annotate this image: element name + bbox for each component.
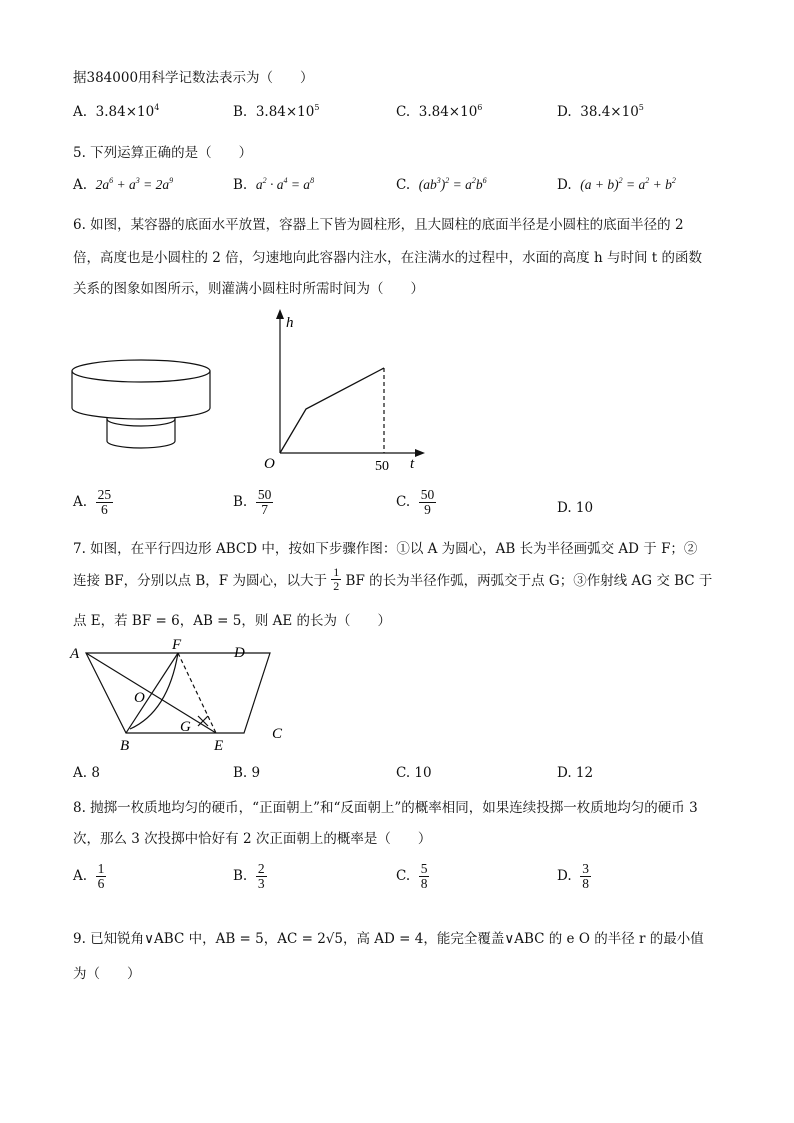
q6-stem-line2: 倍，高度也是小圆柱的 2 倍，匀速地向此容器内注水，在注满水的过程中，水面的高度 h 与时间 t 的函数 bbox=[73, 250, 702, 266]
q6-option-a bbox=[73, 488, 113, 517]
one-half-fraction bbox=[331, 566, 341, 592]
option-fraction bbox=[419, 862, 430, 891]
q4-option-a bbox=[73, 104, 159, 120]
denominator: 9 bbox=[424, 502, 431, 518]
label-o: O bbox=[134, 690, 145, 706]
q5-option-b bbox=[233, 177, 314, 193]
option-label: C. bbox=[396, 104, 411, 120]
q4-stem: 据384000用科学记数法表示为（ ） bbox=[73, 70, 314, 86]
numerator: 5 bbox=[420, 861, 428, 876]
parallelogram-figure bbox=[64, 636, 296, 756]
q4-option-c bbox=[396, 104, 482, 120]
numerator: 50 bbox=[420, 487, 435, 502]
q8-stem-line1: 8. 抛掷一枚质地均匀的硬币，“正面朝上”和“反面朝上”的概率相同，如果连续投掷一枚质地均匀的硬币 3 bbox=[73, 800, 698, 816]
x-tick-label: 50 bbox=[375, 459, 389, 474]
option-label: D. bbox=[557, 104, 572, 120]
numerator: 1 bbox=[97, 861, 105, 876]
option-fraction bbox=[419, 488, 437, 517]
option-label: D. bbox=[557, 868, 572, 885]
label-a: A bbox=[70, 646, 80, 662]
option-exponent: 4 bbox=[154, 103, 160, 112]
option-exponent: 6 bbox=[477, 103, 483, 112]
option-fraction bbox=[96, 862, 107, 891]
label-d: D bbox=[234, 645, 245, 661]
q5-option-a bbox=[73, 177, 173, 193]
q4-option-b bbox=[233, 104, 319, 120]
origin-label: O bbox=[264, 456, 275, 472]
option-fraction bbox=[96, 488, 114, 517]
denominator: 2 bbox=[333, 578, 340, 593]
option-label: D. bbox=[557, 177, 572, 193]
large-cylinder-body bbox=[72, 371, 210, 419]
label-g: G bbox=[180, 719, 191, 735]
q8-stem-line2: 次，那么 3 次投掷中恰好有 2 次正面朝上的概率是（ ） bbox=[73, 831, 432, 847]
q4-option-d bbox=[557, 104, 644, 120]
q9-stem-line1: 9. 已知锐角∨ABC 中，AB = 5，AC = 2√5，高 AD = 4，能完全覆盖∨ABC 的 e O 的半径 r 的最小值 bbox=[73, 931, 704, 947]
numerator: 1 bbox=[333, 565, 340, 579]
q7-option-d: D. 12 bbox=[557, 765, 594, 781]
q7-option-b: B. 9 bbox=[233, 765, 261, 781]
q5-option-d bbox=[557, 177, 676, 193]
denominator: 6 bbox=[97, 876, 105, 892]
option-label: C. bbox=[396, 177, 411, 193]
q8-option-a bbox=[73, 862, 106, 891]
option-value: 3.84×10 bbox=[95, 104, 155, 120]
x-axis-arrow bbox=[415, 449, 425, 457]
label-b: B bbox=[120, 738, 130, 754]
option-fraction bbox=[580, 862, 591, 891]
y-axis-label: h bbox=[286, 315, 294, 331]
option-label: A. bbox=[73, 494, 88, 511]
option-fraction bbox=[256, 488, 274, 517]
denominator: 8 bbox=[582, 876, 589, 892]
option-label: A. bbox=[73, 177, 88, 193]
option-label: A. bbox=[73, 104, 88, 120]
y-axis-arrow bbox=[276, 309, 284, 319]
large-cylinder-top bbox=[72, 360, 210, 382]
q6-option-c bbox=[396, 488, 436, 517]
option-value: 38.4×10 bbox=[580, 104, 639, 120]
numerator: 2 bbox=[257, 861, 265, 876]
q6-option-d: D. 10 bbox=[557, 500, 594, 516]
q5-stem: 5. 下列运算正确的是（ ） bbox=[73, 145, 253, 161]
option-label: B. bbox=[233, 177, 248, 193]
q7-stem-line3: 点 E，若 BF = 6，AB = 5，则 AE 的长为（ ） bbox=[73, 613, 392, 629]
option-exponent: 5 bbox=[314, 103, 320, 112]
denominator: 6 bbox=[101, 502, 108, 518]
option-formula: $(ab^3)^2 = a^2b^6$ bbox=[418, 176, 487, 192]
q8-option-d bbox=[557, 862, 591, 891]
denominator: 7 bbox=[261, 502, 268, 518]
parallelogram-abcd bbox=[86, 653, 270, 733]
numerator: 50 bbox=[257, 487, 272, 502]
q7-line2-start: 连接 BF，分别以点 B，F 为圆心，以大于 bbox=[73, 573, 327, 590]
option-value: 3.84×10 bbox=[255, 104, 315, 120]
q8-option-c bbox=[396, 862, 429, 891]
option-label: B. bbox=[233, 494, 248, 511]
q6-option-b bbox=[233, 488, 273, 517]
option-label: A. bbox=[73, 868, 88, 885]
q7-line2-end: BF 的长为半径作弧，两弧交于点 G；③作射线 AG 交 BC 于 bbox=[345, 573, 713, 590]
q7-option-c: C. 10 bbox=[396, 765, 432, 781]
graph-line bbox=[280, 368, 384, 453]
option-formula: $(a + b)^2 = a^2 + b^2$ bbox=[580, 176, 676, 192]
q6-stem-line1: 6. 如图，某容器的底面水平放置，容器上下皆为圆柱形，且大圆柱的底面半径是小圆柱的底面半径的 2 bbox=[73, 217, 684, 233]
height-time-graph bbox=[258, 305, 433, 475]
q9-stem-line2: 为（ ） bbox=[73, 966, 141, 982]
container-figure bbox=[66, 355, 218, 465]
denominator: 8 bbox=[420, 876, 428, 892]
q7-stem-line2 bbox=[73, 566, 712, 592]
q5-option-c bbox=[396, 177, 487, 193]
option-exponent: 5 bbox=[638, 103, 644, 112]
option-fraction bbox=[256, 862, 267, 891]
option-formula: $2a^6 + a^3 = 2a^9$ bbox=[95, 176, 174, 192]
option-formula: $a^2 \cdot a^4 = a^8$ bbox=[255, 176, 315, 192]
label-c: C bbox=[272, 726, 283, 742]
q6-stem-line3: 关系的图象如图所示，则灌满小圆柱时所需时间为（ ） bbox=[73, 281, 424, 297]
numerator: 3 bbox=[582, 861, 589, 876]
option-label: C. bbox=[396, 494, 411, 511]
x-axis-label: t bbox=[410, 456, 415, 472]
q8-option-b bbox=[233, 862, 267, 891]
label-f: F bbox=[172, 637, 182, 653]
small-cylinder-rim bbox=[107, 419, 175, 426]
denominator: 3 bbox=[257, 876, 265, 892]
label-e: E bbox=[214, 738, 224, 754]
q7-stem-line1: 7. 如图，在平行四边形 ABCD 中，按如下步骤作图：①以 A 为圆心，AB 长为半径画弧交 AD 于 F；② bbox=[73, 541, 698, 557]
numerator: 25 bbox=[97, 487, 112, 502]
small-cylinder-body bbox=[107, 417, 175, 448]
option-value: 3.84×10 bbox=[418, 104, 478, 120]
option-label: B. bbox=[233, 868, 248, 885]
option-label: C. bbox=[396, 868, 411, 885]
option-label: B. bbox=[233, 104, 248, 120]
q7-option-a: A. 8 bbox=[73, 765, 100, 781]
